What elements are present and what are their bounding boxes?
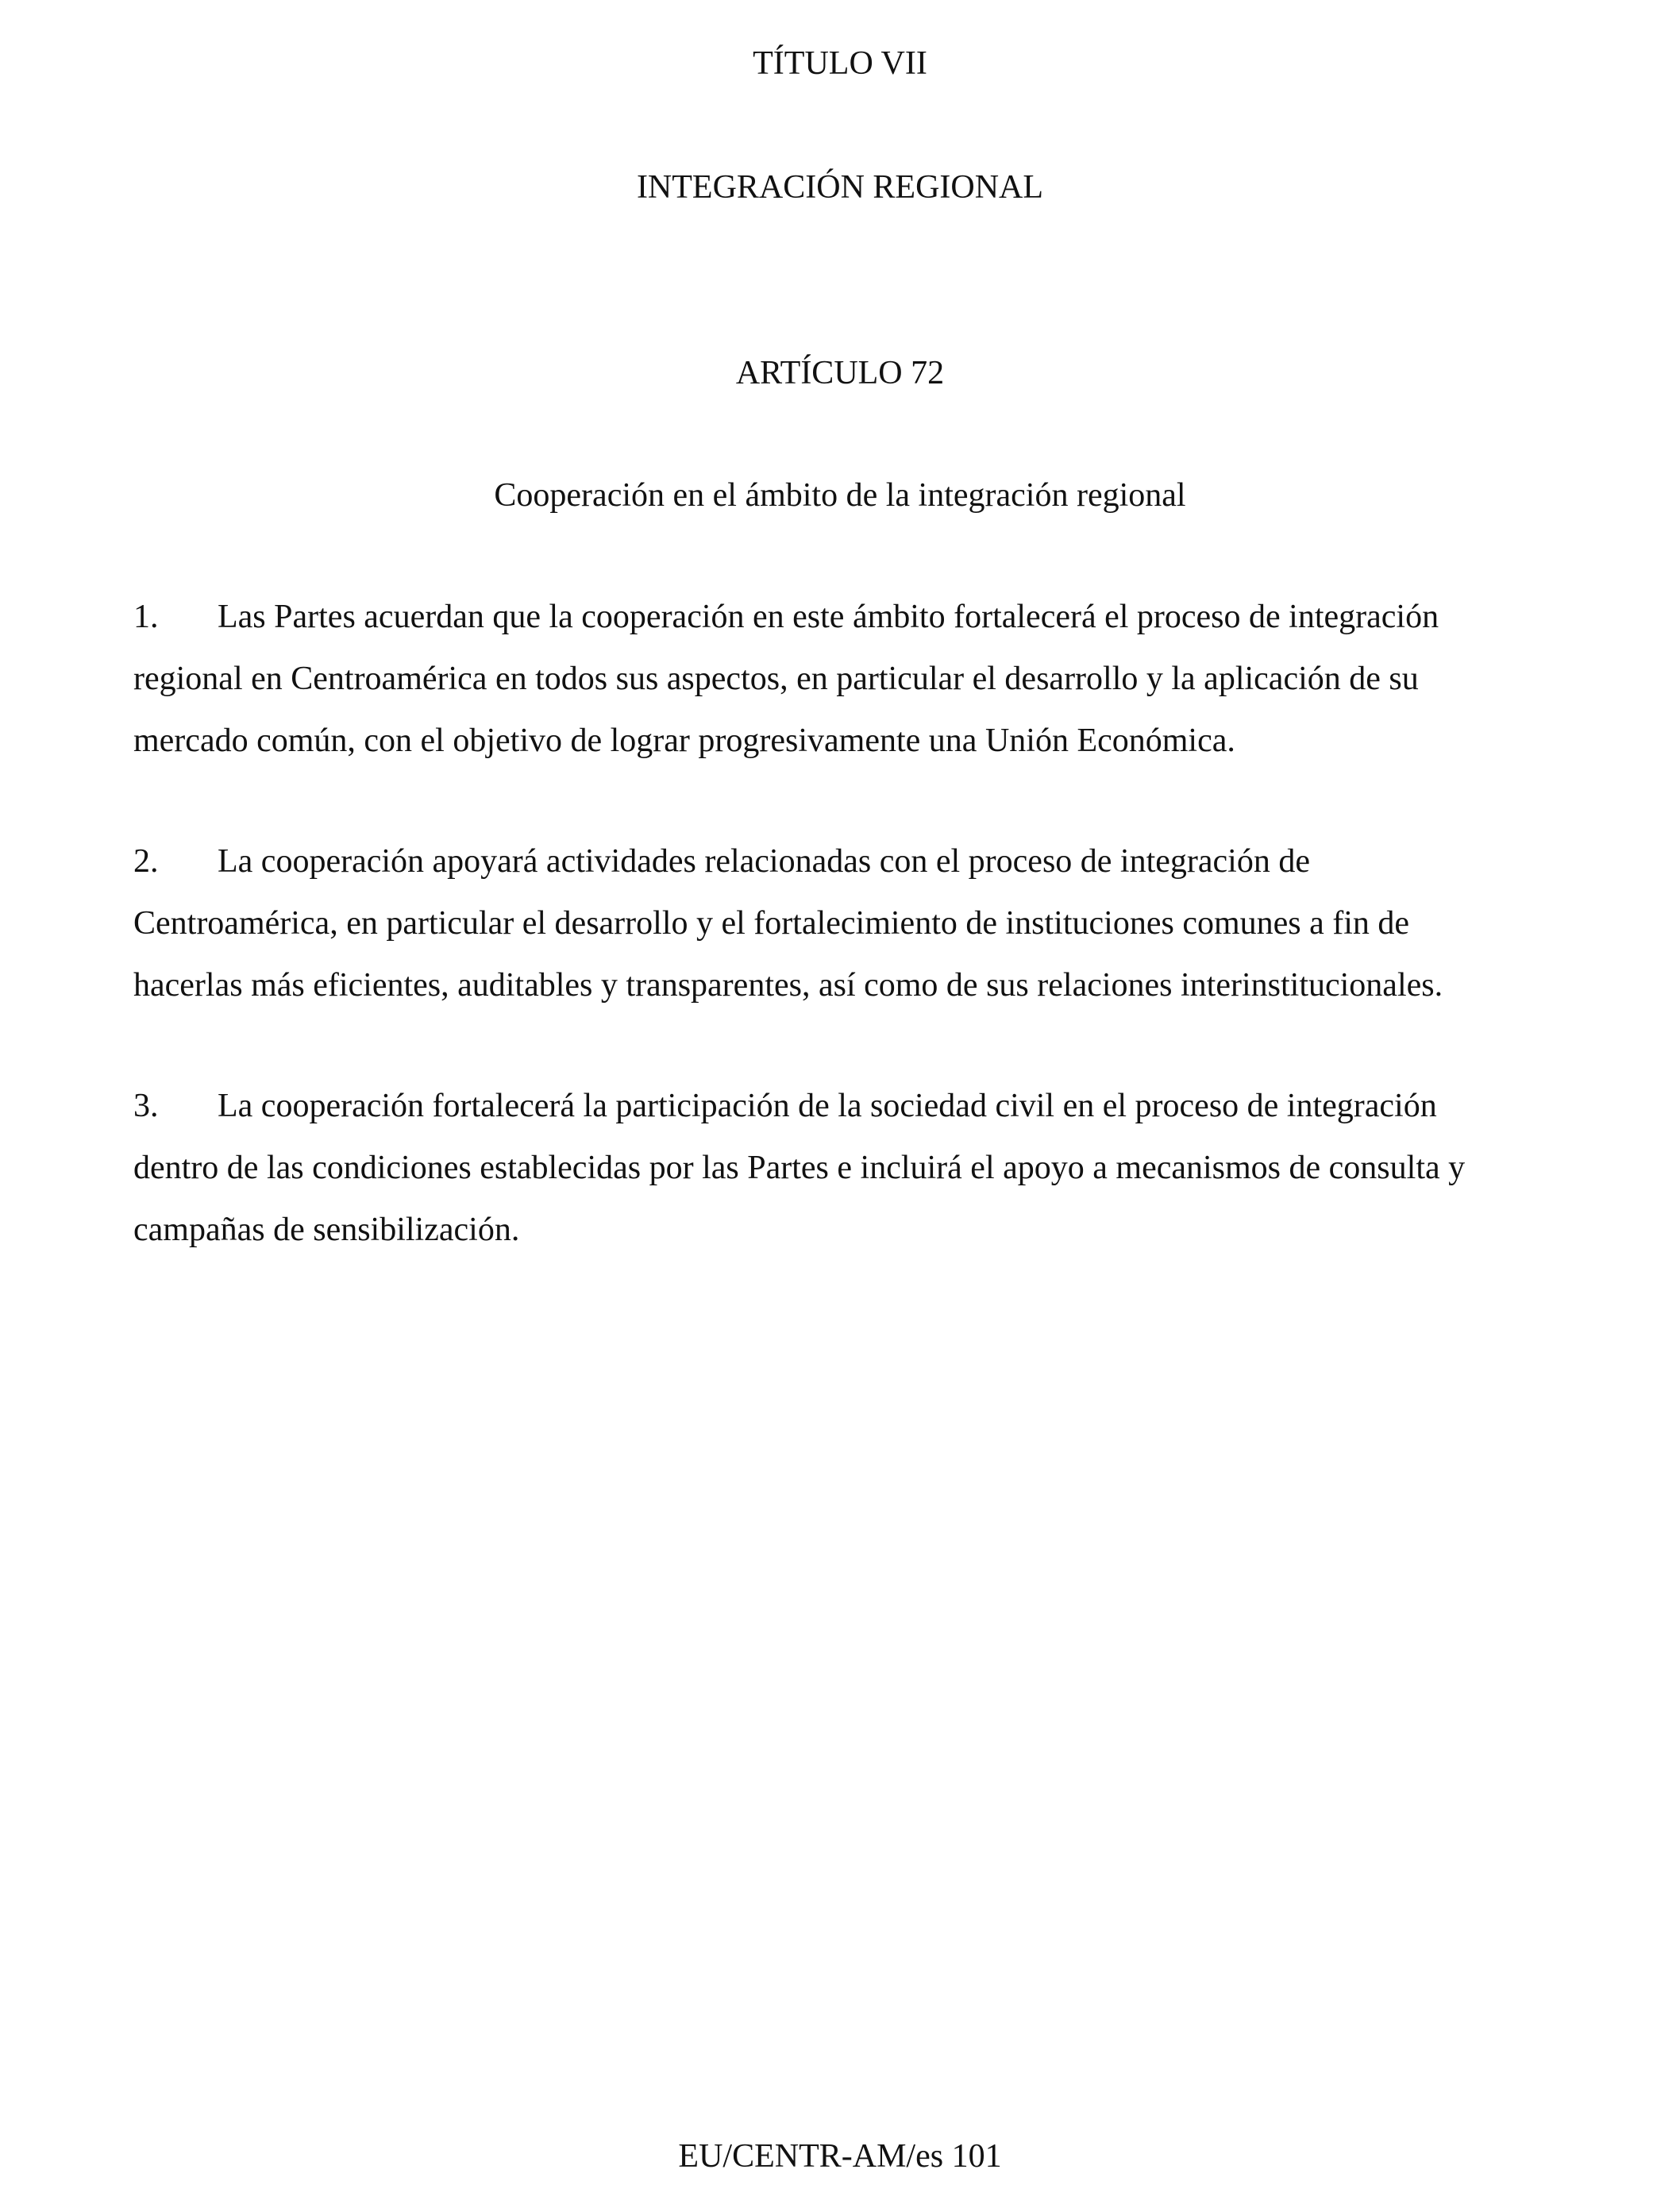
paragraph-line: mercado común, con el objetivo de lograr progresivamente una Unión Económica. — [133, 722, 1235, 759]
paragraph-text: La cooperación apoyará actividades relacionadas con el proceso de integración de — [218, 843, 1310, 880]
paragraph-text: La cooperación fortalecerá la participación de la sociedad civil en el proceso de integración — [218, 1088, 1437, 1124]
paragraph-line — [133, 830, 1578, 892]
paragraph-line: campañas de sensibilización. — [133, 1212, 520, 1248]
paragraph-line: regional en Centroamérica en todos sus aspectos, en particular el desarrollo y la aplicación de su — [133, 661, 1419, 697]
page-footer: EU/CENTR-AM/es 101 — [678, 2138, 1002, 2175]
paragraph-line — [133, 586, 1578, 648]
paragraph-line: Centroamérica, en particular el desarrollo y el fortalecimiento de instituciones comunes a fin de — [133, 905, 1410, 942]
paragraph-line: hacerlas más eficientes, auditables y transparentes, así como de sus relaciones interinstitucionales. — [133, 967, 1443, 1004]
paragraph-number: 2. — [133, 843, 159, 880]
paragraph-3 — [133, 1075, 1578, 1261]
article-heading: ARTÍCULO 72 — [735, 355, 945, 391]
paragraph-number: 1. — [133, 599, 159, 635]
article-title: Cooperación en el ámbito de la integración regional — [494, 477, 1186, 514]
paragraph-line — [133, 1075, 1578, 1137]
paragraph-1 — [133, 586, 1578, 772]
paragraph-number: 3. — [133, 1088, 159, 1124]
subtitle-heading: INTEGRACIÓN REGIONAL — [636, 169, 1044, 206]
paragraph-line: dentro de las condiciones establecidas por las Partes e incluirá el apoyo a mecanismos de consulta y — [133, 1150, 1466, 1186]
paragraph-2 — [133, 830, 1578, 1016]
paragraph-text: Las Partes acuerdan que la cooperación en este ámbito fortalecerá el proceso de integración — [218, 599, 1439, 635]
title-heading: TÍTULO VII — [753, 45, 927, 82]
